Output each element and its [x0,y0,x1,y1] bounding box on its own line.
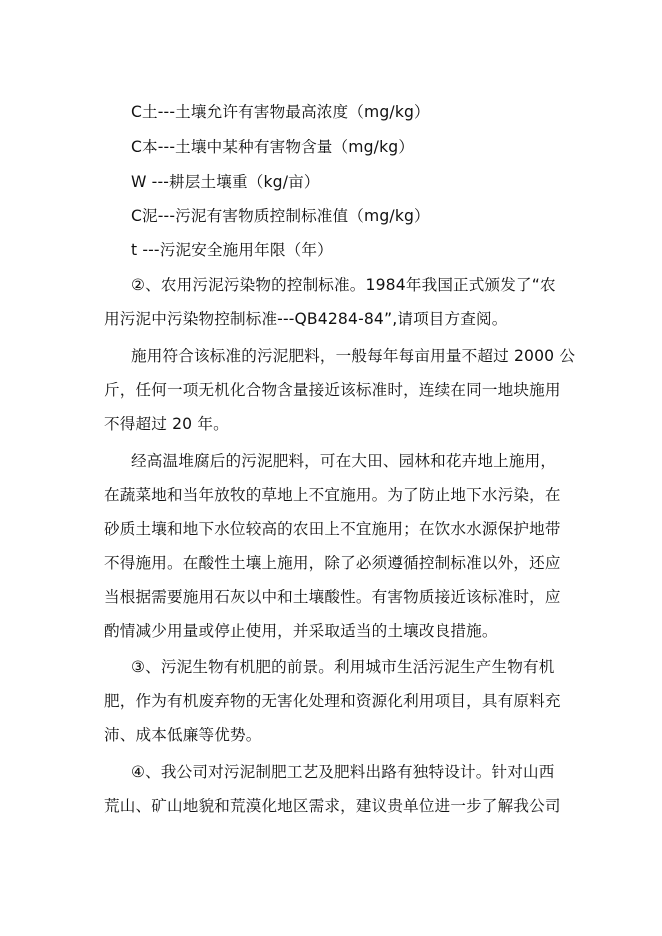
formula-variable-c-sludge: C泥---污泥有害物质控制标准值（mg/kg） [131,207,430,225]
paragraph-line: 砂质土壤和地下水位较高的农田上不宜施用；在饮水水源保护地带 [104,520,561,538]
paragraph-line: 经高温堆腐后的污泥肥料，可在大田、园林和花卉地上施用， [131,452,557,470]
formula-variable-c-base: C本---土壤中某种有害物含量（mg/kg） [131,138,415,156]
paragraph-line: 在蔬菜地和当年放牧的草地上不宜施用。为了防止地下水污染，在 [104,486,561,504]
paragraph-line: 荒山、矿山地貌和荒漠化地区需求，建议贵单位进一步了解我公司 [104,797,561,815]
paragraph-line: 用污泥中污染物控制标准---QB4284-84”,请项目方查阅。 [104,310,508,328]
paragraph-line: 肥，作为有机废弃物的无害化处理和资源化利用项目，具有原料充 [104,692,561,710]
formula-variable-c-soil: C土---土壤允许有害物最高浓度（mg/kg） [131,103,430,121]
paragraph-line: ④、我公司对污泥制肥工艺及肥料出路有独特设计。针对山西 [131,763,555,781]
formula-variable-t: t ---污泥安全施用年限（年） [131,241,333,259]
paragraph-line: 不得超过 20 年。 [104,415,229,433]
paragraph-line: 沛、成本低廉等优势。 [104,726,262,744]
formula-variable-w: W ---耕层土壤重（kg/亩） [131,173,320,191]
paragraph-line: 酌情减少用量或停止使用，并采取适当的土壤改良措施。 [104,622,498,640]
paragraph-line: 不得施用。在酸性土壤上施用，除了必须遵循控制标准以外，还应 [104,554,561,572]
paragraph-line: 斤，任何一项无机化合物含量接近该标准时，连续在同一地块施用 [104,381,561,399]
paragraph-line: 施用符合该标准的污泥肥料，一般每年每亩用量不超过 2000 公 [131,347,576,365]
paragraph-line: 当根据需要施用石灰以中和土壤酸性。有害物质接近该标准时，应 [104,588,561,606]
paragraph-line: ②、农用污泥污染物的控制标准。1984年我国正式颁发了“农 [131,276,556,294]
paragraph-line: ③、污泥生物有机肥的前景。利用城市生活污泥生产生物有机 [131,658,555,676]
